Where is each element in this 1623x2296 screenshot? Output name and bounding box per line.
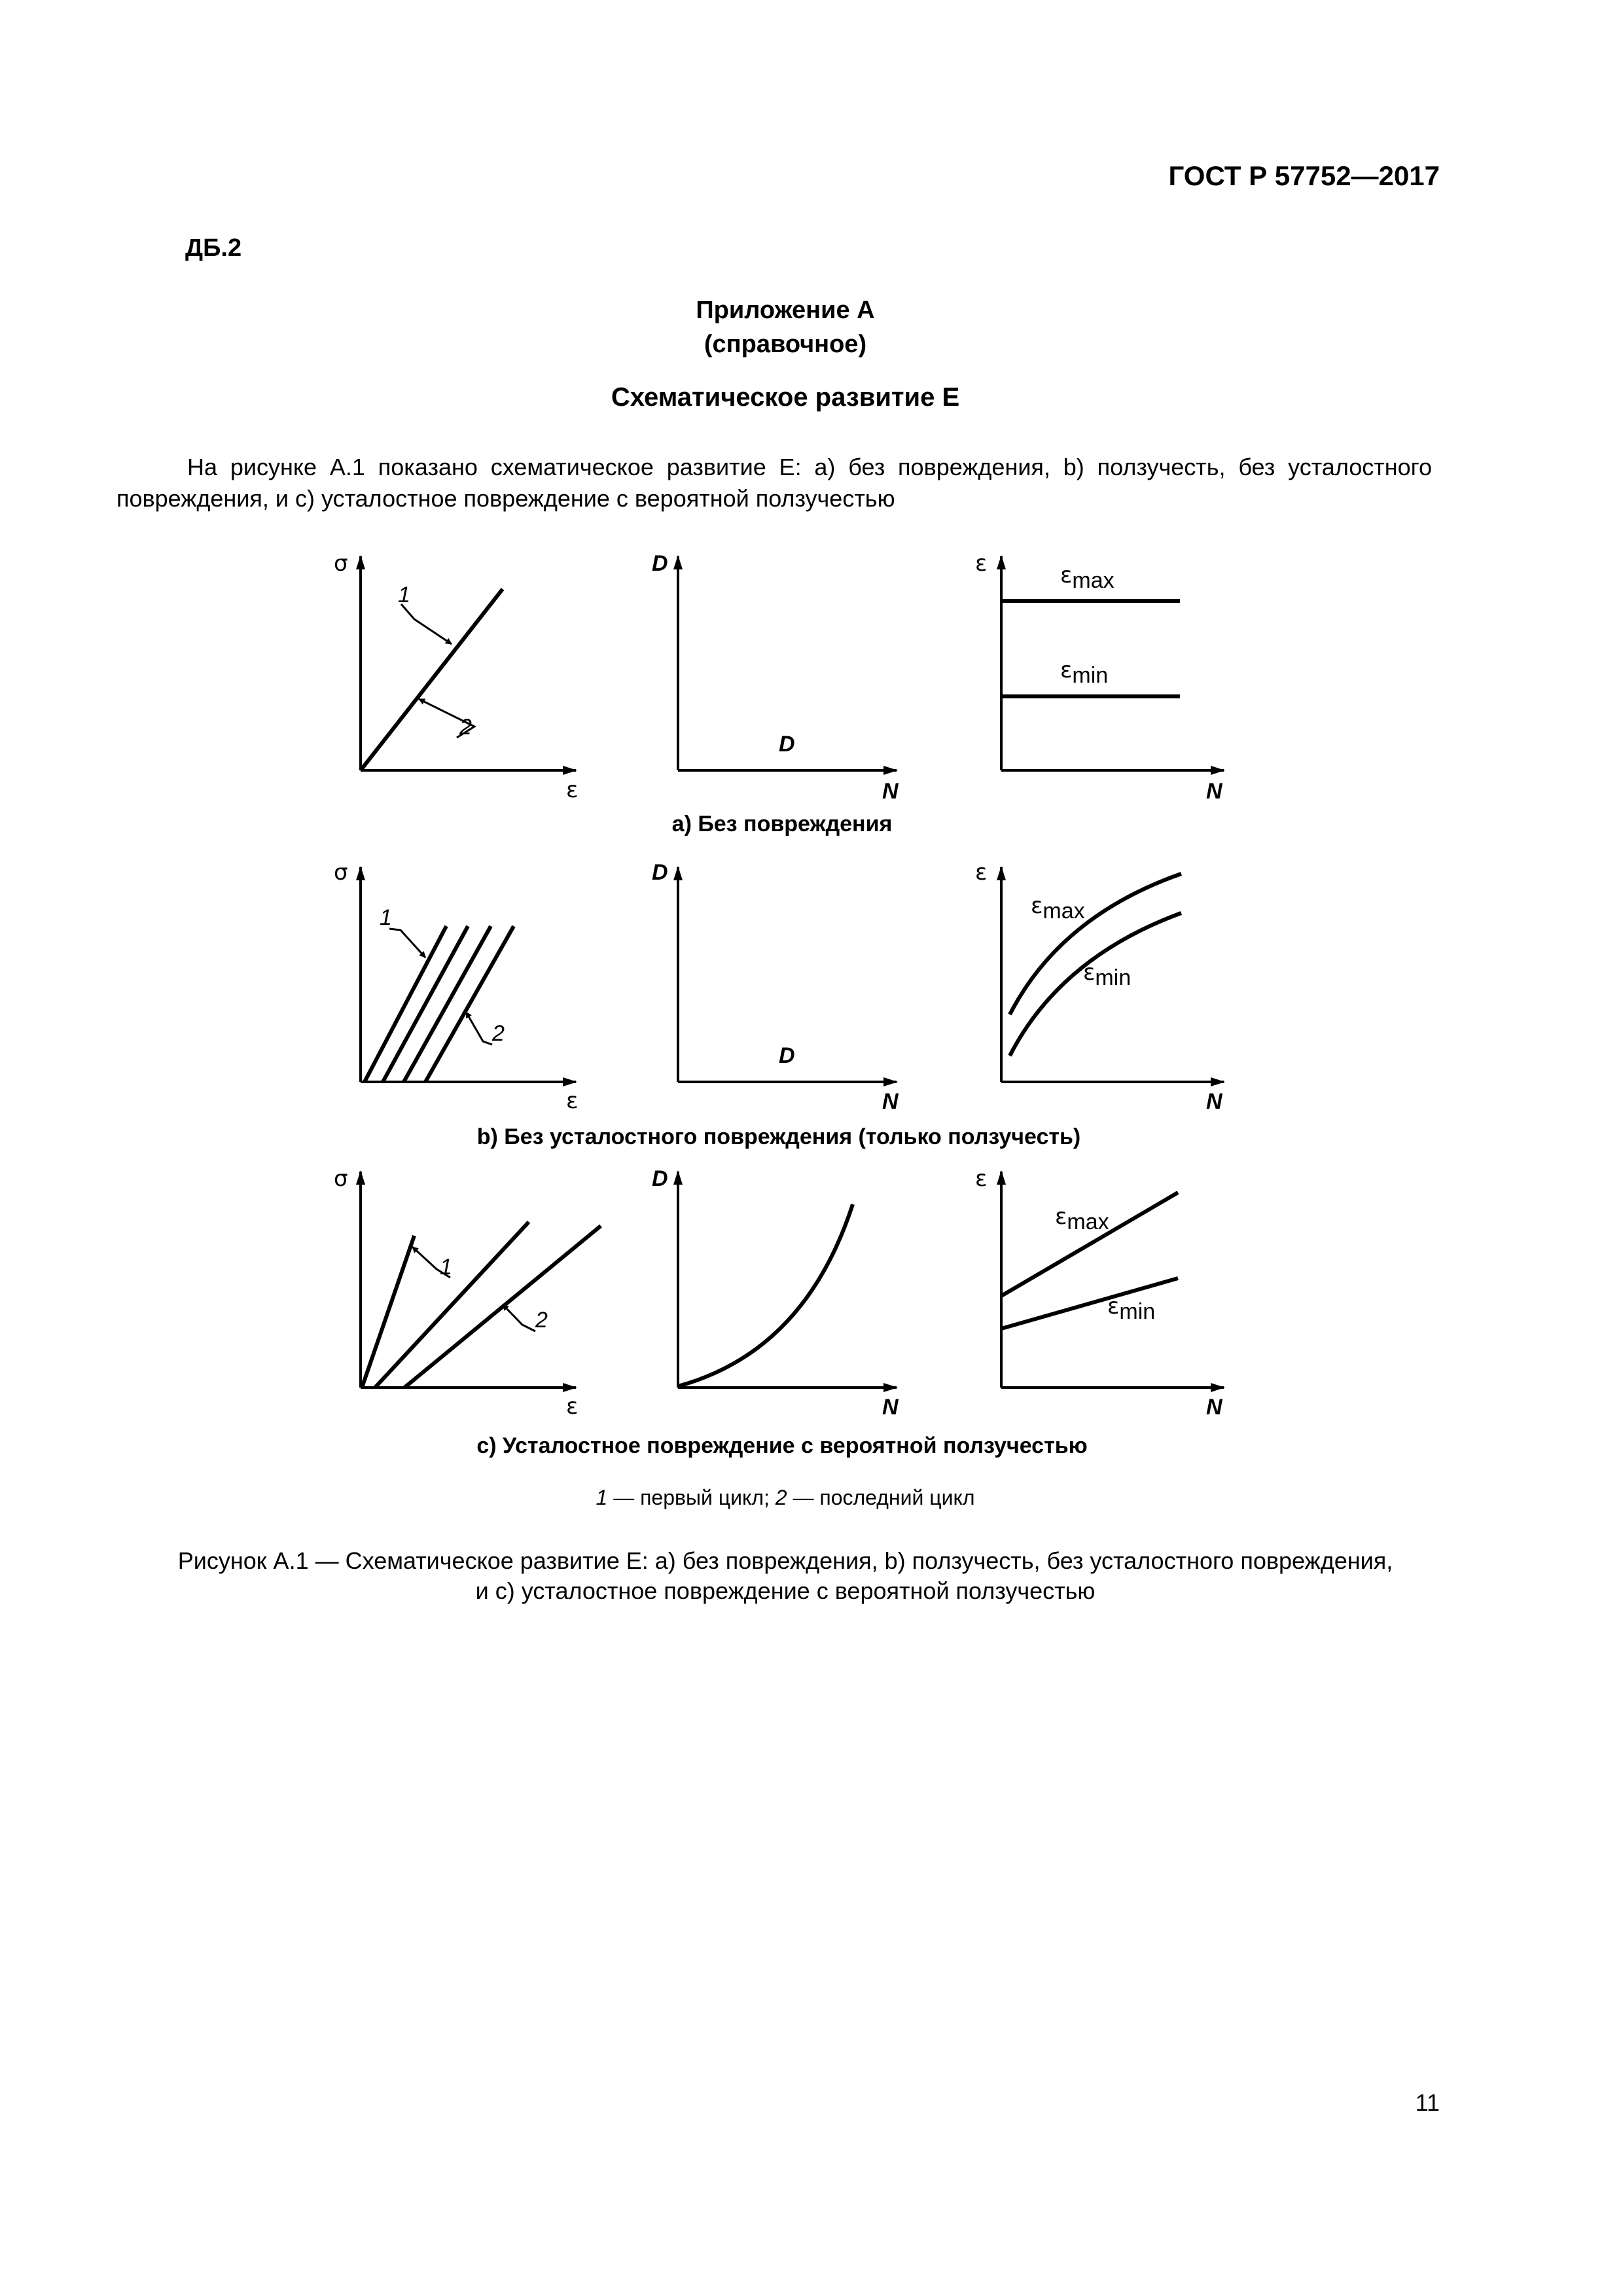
figure-caption-line-1: Рисунок А.1 — Схематическое развитие Е: а) без повреждения, b) ползучесть, без усталостного повреждения, [177,1547,1393,1574]
row-b-d-axis-label: D [652,860,668,885]
figure-legend: 1 — первый цикл; 2 — последний цикл [596,1486,975,1509]
row-c-eps-axis-label: ε [566,1393,579,1420]
row-b-cycle-line [425,926,514,1082]
row-a-d-curve-label: D [779,732,795,757]
row-c-eps-min-label: εmin [1107,1293,1156,1324]
row-b-label-2: 2 [492,1021,505,1046]
annex-title: Приложение А [696,296,875,324]
row-a-d-axis-label: D [652,551,668,576]
row-b-eps-min-label: εmin [1083,960,1132,990]
row-c-damage-curve [678,1204,853,1386]
row-b-label-1: 1 [380,905,392,930]
row-a-eps-max-label: εmax [1060,562,1115,593]
row-b-n-axis-label: N [882,1089,899,1114]
row-c-label-1: 1 [440,1255,452,1280]
row-a-n-axis-label: N [882,779,899,804]
row-a-eps-axis-label: ε [566,777,579,803]
row-c-caption: c) Усталостное повреждение с вероятной ползучестью [476,1433,1088,1458]
row-b-n2-axis-label: N [1206,1089,1222,1114]
row-b-caption: b) Без усталостного повреждения (только ползучесть) [476,1124,1081,1149]
annex-note: (справочное) [704,331,867,358]
row-a-caption: a) Без повреждения [671,812,893,836]
row-a-sigma-label: σ [334,550,348,577]
row-b-stress-strain-plot [361,867,576,1082]
row-c-label-2: 2 [535,1308,548,1333]
row-a-n2-axis-label: N [1206,779,1222,804]
row-a-label-1: 1 [398,583,410,607]
figure-caption [105,1546,1466,1606]
page-number: 11 [1415,2089,1440,2116]
row-c-damage-plot [678,1172,897,1388]
row-c-n2-axis-label: N [1206,1395,1222,1420]
row-b-sigma-label: σ [334,859,348,886]
row-c-d-axis-label: D [652,1166,668,1191]
row-c-eps-max-label: εmax [1055,1204,1109,1234]
row-c-stress-strain-plot [361,1172,601,1388]
section-code: ДБ.2 [185,234,242,262]
row-c-eps-max-line [1001,1193,1178,1296]
row-b-eps-max-label: εmax [1031,893,1085,924]
row-c-first-cycle-line [362,1236,414,1388]
row-c-eps-y-label: ε [975,1166,988,1192]
row-b-cycle-line [365,926,446,1082]
row-b-cycle-line [383,926,468,1082]
row-a-eps-y-label: ε [975,550,988,577]
row-b-eps-axis-label: ε [566,1088,579,1114]
row-c-n-axis-label: N [882,1395,899,1420]
row-c-strain-plot [1001,1172,1224,1388]
row-b-eps-y-label: ε [975,859,988,886]
standard-number: ГОСТ Р 57752—2017 [1168,160,1440,191]
row-a-eps-min-label: εmin [1060,657,1109,688]
row-b-d-curve-label: D [779,1043,795,1068]
figure-caption-line-2: и с) усталостное повреждение с вероятной ползучестью [475,1577,1096,1604]
row-a-label-2: 2 [459,715,472,740]
row-a-loading-line [361,589,503,770]
section-heading: Схематическое развитие Е [611,383,960,412]
row-c-sigma-label: σ [334,1166,348,1192]
intro-paragraph: На рисунке А.1 показано схематическое развитие Е: а) без повреждения, b) ползучесть, без усталостного повреждения, и с) усталостное повреждение с вероятной ползучестью [116,454,1432,512]
